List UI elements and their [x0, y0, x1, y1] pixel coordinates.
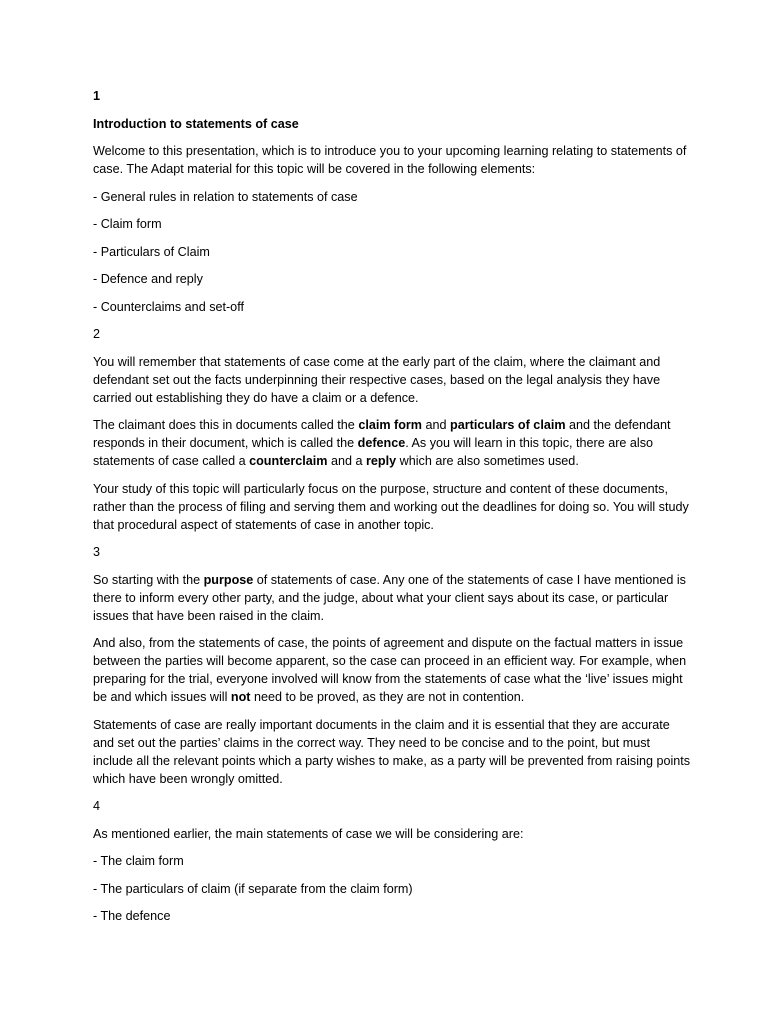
section-1-number: 1 [93, 89, 101, 103]
section-2-paragraph-3: Your study of this topic will particularly focus on the purpose, structure and content of these documents, rather than the process of filing and serving them and working out the deadlines for doing so. You will study that procedural aspect of statements of case in another topic. [93, 481, 689, 532]
list-item: - Particulars of Claim [93, 244, 210, 259]
list-item: - The particulars of claim (if separate from the claim form) [93, 881, 413, 896]
document-body [93, 87, 693, 935]
section-2-paragraph-2: The claimant does this in documents called the claim form and particulars of claim and the defendant responds in their document, which is called the defence. As you will learn in this topic, there are also statements of case called a counterclaim and a reply which are also sometimes used. [93, 418, 671, 468]
section-3-paragraph-3: Statements of case are really important documents in the claim and it is essential that they are accurate and set out the parties’ claims in the correct way. They need to be concise and to the point, but must include all the relevant points which a party wishes to make, as a party will be prevented from raising points which have been wrongly omitted. [93, 717, 691, 786]
list-item: - Defence and reply [93, 272, 203, 286]
section-1-element-list [93, 188, 693, 316]
section-2-number: 2 [93, 327, 101, 341]
section-1-title: Introduction to statements of case [93, 116, 299, 131]
term-counterclaim: counterclaim [249, 454, 328, 468]
list-item: - General rules in relation to statements of case [93, 189, 358, 204]
section-4-number: 4 [93, 799, 101, 813]
section-3-number: 3 [93, 545, 101, 559]
term-claim-form: claim form [358, 418, 423, 432]
section-4-list [93, 852, 693, 925]
term-reply: reply [366, 454, 397, 468]
section-2-paragraph-1: You will remember that statements of case come at the early part of the claim, where the claimant and defendant set out the facts underpinning their respective cases, based on the legal analysis they have carried out establishing they do have a claim or a defence. [93, 354, 661, 405]
list-item: - Claim form [93, 217, 162, 231]
list-item: - The defence [93, 909, 171, 923]
section-3-paragraph-1: So starting with the purpose of statements of case. Any one of the statements of case I have mentioned is there to inform every other party, and the judge, about what your client says about its case, or particular issues that have been raised in the claim. [93, 572, 686, 623]
list-item: - Counterclaims and set-off [93, 299, 244, 314]
term-defence: defence [357, 436, 406, 450]
term-particulars-of-claim: particulars of claim [450, 418, 566, 432]
term-purpose: purpose [203, 572, 254, 587]
section-3-paragraph-2: And also, from the statements of case, the points of agreement and dispute on the factual matters in issue between the parties will become apparent, so the case can proceed in an efficient way. For example, when preparing for the trial, everyone involved will know from the statements of case what the ‘live’ issues might be and which issues will not need to be proved, as they are not in contention. [93, 636, 687, 704]
section-1-intro: Welcome to this presentation, which is to introduce you to your upcoming learning relating to statements of case. The Adapt material for this topic will be covered in the following elements: [93, 144, 687, 176]
term-not: not [230, 690, 251, 704]
section-4-intro: As mentioned earlier, the main statements of case we will be considering are: [93, 826, 524, 841]
list-item: - The claim form [93, 854, 184, 868]
